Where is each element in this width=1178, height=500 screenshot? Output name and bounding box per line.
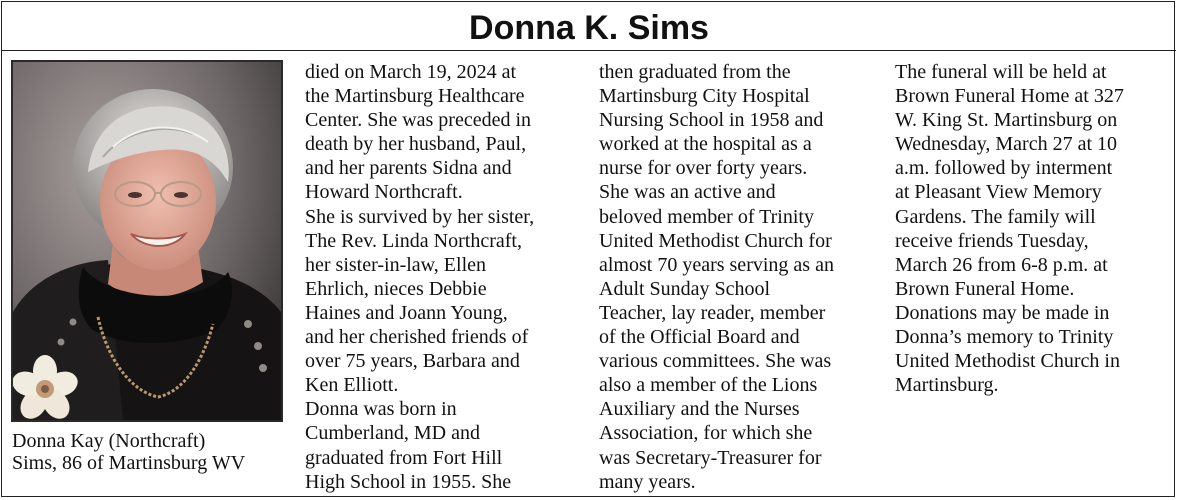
text-line: at Pleasant View Memory bbox=[895, 181, 1102, 204]
obituary-title: Donna K. Sims bbox=[469, 9, 709, 47]
text-line: United Methodist Church for bbox=[599, 229, 832, 252]
caption-line: Donna Kay (Northcraft) bbox=[12, 430, 206, 452]
text-line: Haines and Joann Young, bbox=[305, 301, 508, 324]
text-line: was Secretary-Treasurer for bbox=[599, 446, 822, 469]
text-line: W. King St. Martinsburg on bbox=[895, 109, 1118, 132]
photo-caption bbox=[12, 430, 292, 474]
text-line: beloved member of Trinity bbox=[599, 205, 814, 228]
text-line: various committees. She was bbox=[599, 350, 832, 373]
portrait-photo-icon bbox=[13, 62, 281, 420]
text-line: also a member of the Lions bbox=[599, 374, 818, 397]
text-line: She was an active and bbox=[599, 181, 776, 204]
text-line: Howard Northcraft. bbox=[305, 181, 463, 204]
text-line: The Rev. Linda Northcraft, bbox=[305, 229, 522, 252]
text-line: High School in 1955. She bbox=[305, 470, 512, 493]
text-line: and her parents Sidna and bbox=[305, 157, 512, 180]
text-line: the Martinsburg Healthcare bbox=[305, 85, 525, 108]
text-line: nurse for over forty years. bbox=[599, 157, 808, 180]
portrait-photo bbox=[11, 60, 283, 422]
text-line: The funeral will be held at bbox=[895, 61, 1107, 83]
text-line: Martinsburg. bbox=[895, 374, 999, 397]
text-line: Gardens. The family will bbox=[895, 205, 1096, 228]
text-line: Nursing School in 1958 and bbox=[599, 109, 824, 132]
text-line: of the Official Board and bbox=[599, 326, 800, 349]
text-line: Brown Funeral Home. bbox=[895, 277, 1075, 300]
text-line: almost 70 years serving as an bbox=[599, 253, 834, 276]
text-line: She is survived by her sister, bbox=[305, 205, 535, 228]
text-line: receive friends Tuesday, bbox=[895, 229, 1089, 252]
text-line: a.m. followed by interment bbox=[895, 157, 1113, 180]
text-line: Association, for which she bbox=[599, 422, 813, 445]
text-column-3 bbox=[895, 60, 1124, 397]
text-line: then graduated from the bbox=[599, 61, 791, 83]
text-line: Donations may be made in bbox=[895, 301, 1110, 324]
text-line: Center. She was preceded in bbox=[305, 109, 532, 132]
text-line: Adult Sunday School bbox=[599, 277, 771, 300]
text-line: Auxiliary and the Nurses bbox=[599, 398, 800, 421]
text-line: death by her husband, Paul, bbox=[305, 133, 527, 156]
caption-line: Sims, 86 of Martinsburg WV bbox=[12, 452, 246, 474]
text-line: and her cherished friends of bbox=[305, 326, 529, 349]
text-line: Martinsburg City Hospital bbox=[599, 85, 810, 108]
text-line: United Methodist Church in bbox=[895, 350, 1120, 373]
text-line: March 26 from 6-8 p.m. at bbox=[895, 253, 1108, 276]
text-line: died on March 19, 2024 at bbox=[305, 61, 517, 83]
text-line: worked at the hospital as a bbox=[599, 133, 812, 156]
text-line: Brown Funeral Home at 327 bbox=[895, 85, 1124, 108]
text-line: Donna was born in bbox=[305, 398, 457, 421]
text-line: Wednesday, March 27 at 10 bbox=[895, 133, 1118, 156]
text-line: Ken Elliott. bbox=[305, 374, 399, 397]
title-divider bbox=[2, 50, 1176, 51]
obituary-notice bbox=[1, 1, 1175, 497]
text-line: Ehrlich, nieces Debbie bbox=[305, 277, 487, 300]
text-line: her sister-in-law, Ellen bbox=[305, 253, 487, 276]
text-line: over 75 years, Barbara and bbox=[305, 350, 520, 373]
text-line: graduated from Fort Hill bbox=[305, 446, 503, 469]
text-column-1 bbox=[305, 60, 534, 494]
text-line: Teacher, lay reader, member bbox=[599, 301, 826, 324]
text-column-2 bbox=[599, 60, 834, 494]
text-line: Cumberland, MD and bbox=[305, 422, 480, 445]
text-line: Donna’s memory to Trinity bbox=[895, 326, 1114, 349]
text-line: many years. bbox=[599, 470, 696, 493]
